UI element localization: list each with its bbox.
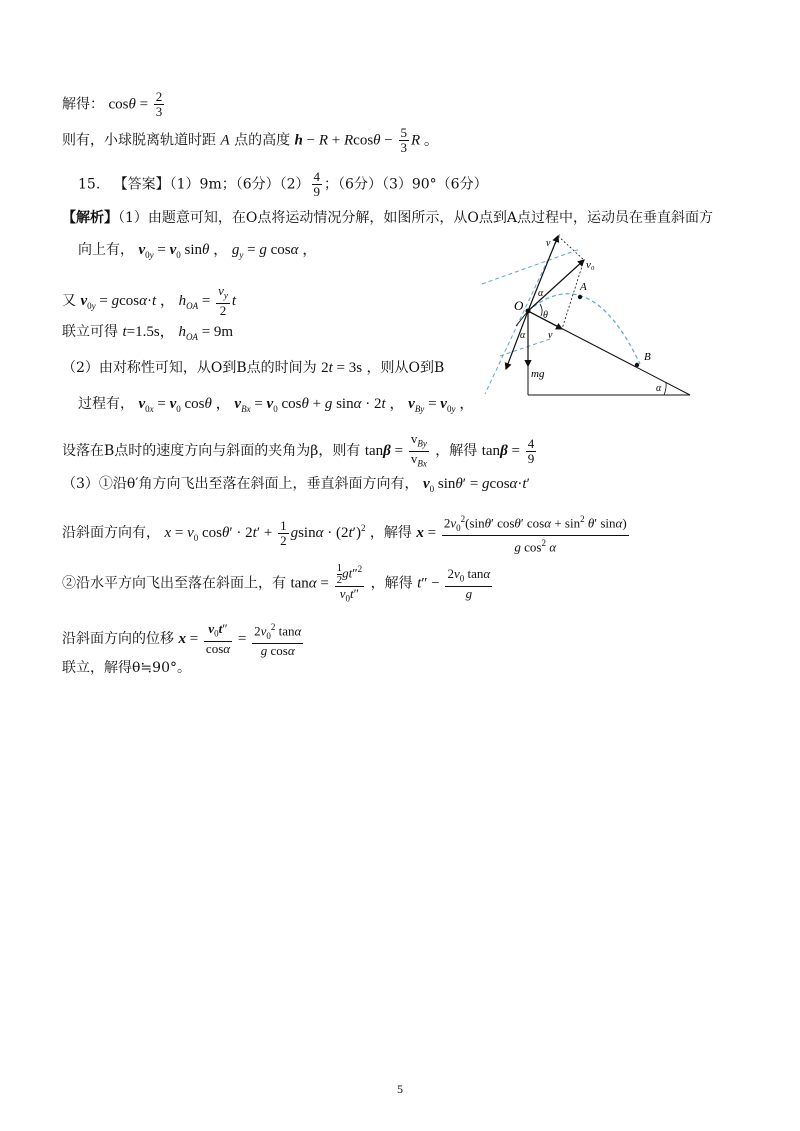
label-a: A	[580, 281, 587, 293]
height-expression: h − R + Rcosθ −	[294, 132, 397, 149]
dashed-guide-2	[482, 249, 580, 284]
vy-vector	[528, 236, 558, 311]
line-10: 设落在B点时的速度方向与斜面的夹角为β，则有 tanβ = $\frac{v_{By}}{v_{Bx}}$ ，解得 tanβ = $\frac{4}{9}$	[62, 431, 535, 469]
frac-vby-vbx: $\frac{v_{By}}{v_{Bx}}$	[410, 431, 427, 469]
frac-four-ninths: $\frac{4}{9}$	[313, 169, 321, 199]
label-vy: v	[546, 238, 551, 249]
label-theta: θ	[543, 310, 548, 321]
frac-x-displacement: $\frac{v_0t''}{\cos\alpha}$	[205, 621, 231, 656]
line-15: 联立，解得θ≒90°。	[62, 660, 191, 676]
line-8: （2）由对称性可知，从O到B点的时间为 2t = 3s ，则从O到B	[62, 360, 445, 376]
line-12: 沿斜面方向有， $x = v_0$ cosθ′ · 2t′ + $\frac{1}{2}$ $gsin\alpha \cdot (2t')^2$ ，解得 x = $\frac{2v_0^2(\sin\theta' \cos\theta' \cos\alpha + \sin^2 \theta' \sin\alpha)}{g \cos^2 \alpha}$	[62, 514, 627, 555]
eq-v0y: $v_{0y} = v_0$ sinθ ， $g_y = g$ cosα ，	[138, 242, 318, 260]
label-alpha-top: α	[538, 288, 544, 299]
frac-x-solution: $\frac{2v_0^2(\sin\theta' \cos\theta' \cos\alpha + \sin^2 \theta' \sin\alpha)}{g \cos^2 \alpha}$	[443, 514, 627, 555]
eq-tan-beta: tanβ =	[364, 443, 407, 460]
trajectory-curve	[528, 294, 640, 364]
line-4: 【解析】（1）由题意可知，在O点将运动情况分解，如图所示，从O点到A点过程中，运动员在垂直斜面方	[62, 210, 713, 226]
frac-two-thirds: $\frac{2}{3}$	[155, 89, 163, 119]
label-v0: v₀	[586, 259, 595, 271]
eq-perp: $v_0$ sinθ′ = gcosα·t′	[422, 476, 530, 494]
dashed-guide-3	[500, 339, 550, 356]
label-vx: v	[548, 330, 553, 341]
frac-x-result: $\frac{2v_0^2 \tan\alpha}{\text{g cosα}}$	[254, 622, 302, 658]
eq-velocities-b: $v_{0x} = v_0$ cosθ ， $v_{Bx} = v_0$ cosθ + g sinα · 2t ， $v_{By} = v_{0y}$ ，	[138, 396, 475, 414]
eq-2t: 2t = 3s	[321, 360, 363, 376]
short-line	[516, 311, 528, 326]
label-b: B	[644, 351, 651, 363]
line-6: 又 $v_{0y} = gcos\alpha\cdot t$ ， $h_{OA}$ = $\frac{v_y}{2}$ t	[62, 283, 237, 318]
cos-theta-eq: cosθ =	[108, 96, 152, 113]
label-mg: mg	[531, 368, 545, 380]
label-alpha-bottom: α	[656, 383, 662, 394]
page-number: 5	[397, 1082, 403, 1096]
frac-tan-alpha: $\frac{1}{2}$ gt″$^2$ $v_0t''$	[336, 561, 363, 604]
line-5: 向上有， $v_{0y} = v_0$ sinθ ， $g_y = g$ cosα ，	[78, 242, 318, 260]
label-o: O	[514, 298, 524, 313]
line-13: ②沿水平方向飞出至落在斜面上，有 tanα = $\frac{1}{2}$ gt″$^2$ $v_0t''$ ，解得 t″ − $\frac{2v_0 \tan\alpha}{g}$	[62, 561, 491, 604]
eq-v0y-time: $v_{0y} = gcos\alpha\cdot t$ ， $h_{OA}$ =	[80, 292, 215, 311]
frac-t-double-prime: $\frac{2v_0 \tan\alpha}{g}$	[447, 565, 491, 601]
line-3-answer: 15. 【答案】（1）9m；（6分）（2） $\frac{4}{9}$ ；（6分）（3）90°（6分）	[78, 169, 488, 199]
eq-along: $x = v_0$ cosθ′ · 2t′ +	[164, 525, 277, 544]
frac-vy-over-2: $\frac{v_y}{2}$	[218, 283, 228, 318]
line-11: （3）①沿θ′角方向飞出至落在斜面上，垂直斜面方向有， $v_0$ sinθ′ = gcosα·t′	[62, 476, 530, 494]
frac-four-ninths-2: $\frac{4}{9}$	[527, 435, 535, 466]
line-9: 过程有， $v_{0x} = v_0$ cosθ ， $v_{Bx} = v_0$ cosθ + g sinα · 2t ， $v_{By} = v_{0y}$ ，	[78, 396, 475, 414]
line-1: 解得： cosθ = $\frac{2}{3}$	[62, 89, 163, 119]
line-14: 沿斜面方向的位移 x = $\frac{v_0t''}{\cos\alpha}$ = $\frac{2v_0^2 \tan\alpha}{\text{g cosα}}$	[62, 621, 302, 658]
line-7: 联立可得 t=1.5s， $h_{OA} = 9m$	[62, 324, 234, 342]
point-a	[578, 295, 582, 299]
line-2: 则有，小球脱离轨道时距 A 点的高度 h − R + Rcosθ − $\frac{5}{3}$ R 。	[62, 125, 439, 155]
point-b	[635, 363, 639, 367]
physics-diagram	[480, 234, 700, 402]
frac-five-thirds: $\frac{5}{3}$	[400, 125, 407, 155]
eq-t-hoa: t=1.5s， $h_{OA} = 9m$	[122, 324, 234, 342]
label-alpha-left: α	[520, 330, 526, 341]
point-o	[526, 309, 531, 314]
